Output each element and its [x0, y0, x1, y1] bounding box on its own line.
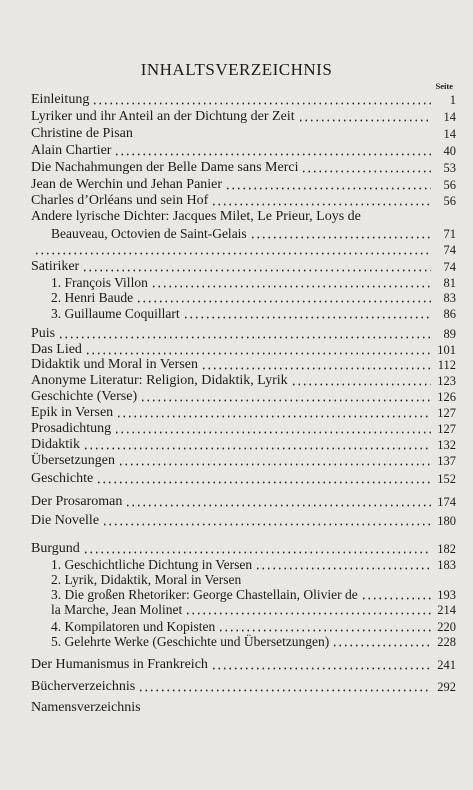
toc-entry-title: Burgund: [31, 541, 80, 556]
toc-entry-title: 1. François Villon: [51, 275, 148, 290]
toc-entry-title: 3. Guillaume Coquillart: [51, 306, 180, 321]
dot-leader: [211, 667, 431, 670]
toc-entry-title: la Marche, Jean Molinet: [51, 602, 183, 617]
toc-subentry: [51, 275, 456, 291]
toc-entry-title: Prosadichtung: [31, 421, 112, 436]
dot-leader: [301, 170, 431, 173]
toc-entry-title: Die Nachahmungen der Belle Dame sans Merci: [31, 160, 299, 175]
dot-leader: [82, 269, 431, 272]
toc-entry-title: Beauveau, Octovien de Saint-Gelais: [51, 226, 247, 241]
toc-entry-title: Der Humanismus in Frankreich: [31, 657, 208, 672]
toc-entry-title: Bücherverzeichnis: [31, 679, 136, 694]
toc-entry-title: Alain Chartier: [31, 143, 112, 158]
dot-leader: [114, 153, 431, 156]
dot-leader: [116, 415, 431, 418]
toc-entry-title: 4. Kompilatoren und Kopisten: [51, 619, 216, 634]
toc-entry-title: 3. Die großen Rhetoriker: George Chastellain, Olivier de: [51, 587, 358, 602]
toc-subentry: [51, 306, 456, 322]
toc-page-number: 14: [443, 127, 456, 141]
toc-entry-title: Didaktik und Moral in Versen: [31, 357, 198, 372]
dot-leader: [83, 551, 431, 554]
toc-entry-title: 1. Geschichtliche Dichtung in Versen: [51, 557, 253, 572]
toc-page-number: 193: [437, 588, 456, 602]
toc-page-number: 83: [443, 291, 456, 305]
toc-entry-title: Die Novelle: [31, 513, 100, 528]
toc-entry: [31, 513, 456, 529]
toc-entry-title: Anonyme Literatur: Religion, Didaktik, Lyrik: [31, 373, 288, 388]
dot-leader: [138, 689, 431, 692]
toc-page-number: 132: [437, 438, 456, 452]
toc-page-number: 40: [443, 144, 456, 158]
dot-leader: [332, 644, 431, 647]
toc-entry-title: Satiriker: [31, 259, 80, 274]
dot-leader: [211, 203, 431, 206]
toc-entry: [31, 342, 456, 358]
dot-leader: [361, 597, 431, 600]
dot-leader: [291, 383, 431, 386]
toc-subentry: [51, 572, 456, 588]
toc-page-number: 89: [443, 327, 456, 341]
toc-page-number: 86: [443, 307, 456, 321]
toc-page-number: 56: [443, 194, 456, 208]
toc-page-number: 174: [437, 495, 456, 509]
toc-entry: [31, 126, 456, 142]
toc-page-number: 152: [437, 472, 456, 486]
dot-leader: [58, 336, 431, 339]
toc-page-number: 127: [437, 422, 456, 436]
toc-subentry: [51, 290, 456, 306]
dot-leader: [218, 629, 431, 632]
toc-entry-title: Das Lied: [31, 342, 82, 357]
toc-entry: [31, 373, 456, 389]
toc-subentry: [51, 557, 456, 573]
toc-entry: [31, 389, 456, 405]
page-column-header: Seite: [435, 81, 453, 91]
dot-leader: [92, 102, 431, 105]
toc-page-number: 137: [437, 454, 456, 468]
toc-page-number: 220: [437, 620, 456, 634]
toc-entry-title: Epik in Versen: [31, 405, 114, 420]
toc-entry-title: 2. Henri Baude: [51, 290, 134, 305]
toc-page-number: 71: [443, 227, 456, 241]
toc-entry: [31, 679, 456, 695]
dot-leader: [125, 504, 431, 507]
toc-entry: [31, 177, 456, 193]
dot-leader: [118, 463, 431, 466]
toc-entry-title: Didaktik: [31, 437, 80, 452]
toc-entry: [31, 657, 456, 673]
toc-page-number: 228: [437, 635, 456, 649]
toc-entry: [31, 437, 456, 453]
toc-page-number: 126: [437, 390, 456, 404]
toc-entry: [31, 421, 456, 437]
toc-entry: [31, 405, 456, 421]
toc-entry-title: Der Prosaroman: [31, 494, 123, 509]
toc-subentry: [51, 619, 456, 635]
toc-page-number: 14: [443, 110, 456, 124]
toc-entry-title: Einleitung: [31, 92, 90, 107]
toc-page-number: 180: [437, 514, 456, 528]
toc-page-number: 81: [443, 276, 456, 290]
toc-page-number: 74: [443, 243, 456, 257]
toc-entry-title: 5. Gelehrte Werke (Geschichte und Übersetzungen): [51, 634, 330, 649]
toc-entry-title: Jean de Werchin und Jehan Panier: [31, 177, 223, 192]
toc-entry: [31, 357, 456, 373]
dot-leader: [102, 523, 431, 526]
dot-leader: [255, 567, 431, 570]
toc-entry-title: 2. Lyrik, Didaktik, Moral in Versen: [51, 572, 242, 587]
toc-subentry: [51, 587, 456, 603]
toc-entry: [31, 326, 456, 342]
dot-leader: [151, 285, 431, 288]
toc-entry: [31, 494, 456, 510]
toc-entry: [31, 209, 456, 225]
toc-entry-title: Andere lyrische Dichter: Jacques Milet, Le Prieur, Loys de: [31, 209, 361, 224]
toc-entry: [31, 92, 456, 108]
toc-entry-title: Puis: [31, 326, 56, 341]
toc-entry: [31, 143, 456, 159]
toc-page-number: 214: [437, 603, 456, 617]
toc-page-number: 74: [443, 260, 456, 274]
dot-leader: [298, 119, 431, 122]
toc-page-number: 241: [437, 658, 456, 672]
toc-entry: [31, 259, 456, 275]
dot-leader: [83, 447, 431, 450]
dot-leader: [114, 431, 431, 434]
toc-entry: [31, 700, 456, 716]
toc-entry: [31, 160, 456, 176]
dot-leader: [140, 399, 431, 402]
toc-entry-title: Geschichte (Verse): [31, 389, 138, 404]
toc-subentry: [51, 634, 456, 650]
toc-subentry: [51, 602, 456, 618]
dot-leader: [185, 612, 431, 615]
toc-page-number: 101: [437, 343, 456, 357]
toc-page-number: 112: [437, 358, 456, 372]
toc-entry-title: Übersetzungen: [31, 453, 115, 468]
toc-entry-title: Geschichte: [31, 471, 94, 486]
toc-page-number: 123: [437, 374, 456, 388]
dot-leader: [250, 236, 431, 239]
toc-entry: [31, 541, 456, 557]
toc-page-number: 1: [449, 93, 456, 107]
dot-leader: [136, 300, 431, 303]
toc-page-number: 183: [437, 558, 456, 572]
dot-leader: [34, 252, 431, 255]
toc-page-number: 292: [437, 680, 456, 694]
toc-entry-title: Charles d’Orléans und sein Hof: [31, 193, 209, 208]
toc-entry-title: Christine de Pisan: [31, 126, 133, 141]
dot-leader: [96, 481, 431, 484]
toc-subentry: [51, 226, 456, 242]
dot-leader: [201, 367, 431, 370]
toc-entry: [31, 471, 456, 487]
dot-leader: [225, 187, 431, 190]
dot-leader: [85, 352, 431, 355]
toc-page-number: 53: [443, 161, 456, 175]
toc-entry-title: Namensverzeichnis: [31, 700, 141, 715]
page-title: INHALTSVERZEICHNIS: [140, 60, 333, 79]
toc-page-number: 182: [437, 542, 456, 556]
dot-leader: [183, 316, 431, 319]
toc-page-number: 127: [437, 406, 456, 420]
toc-entry: [31, 109, 456, 125]
toc-entry: [31, 193, 456, 209]
toc-entry-title: Lyriker und ihr Anteil an der Dichtung der Zeit: [31, 109, 295, 124]
toc-entry: [31, 453, 456, 469]
toc-entry: [31, 242, 456, 258]
toc-page-number: 56: [443, 178, 456, 192]
